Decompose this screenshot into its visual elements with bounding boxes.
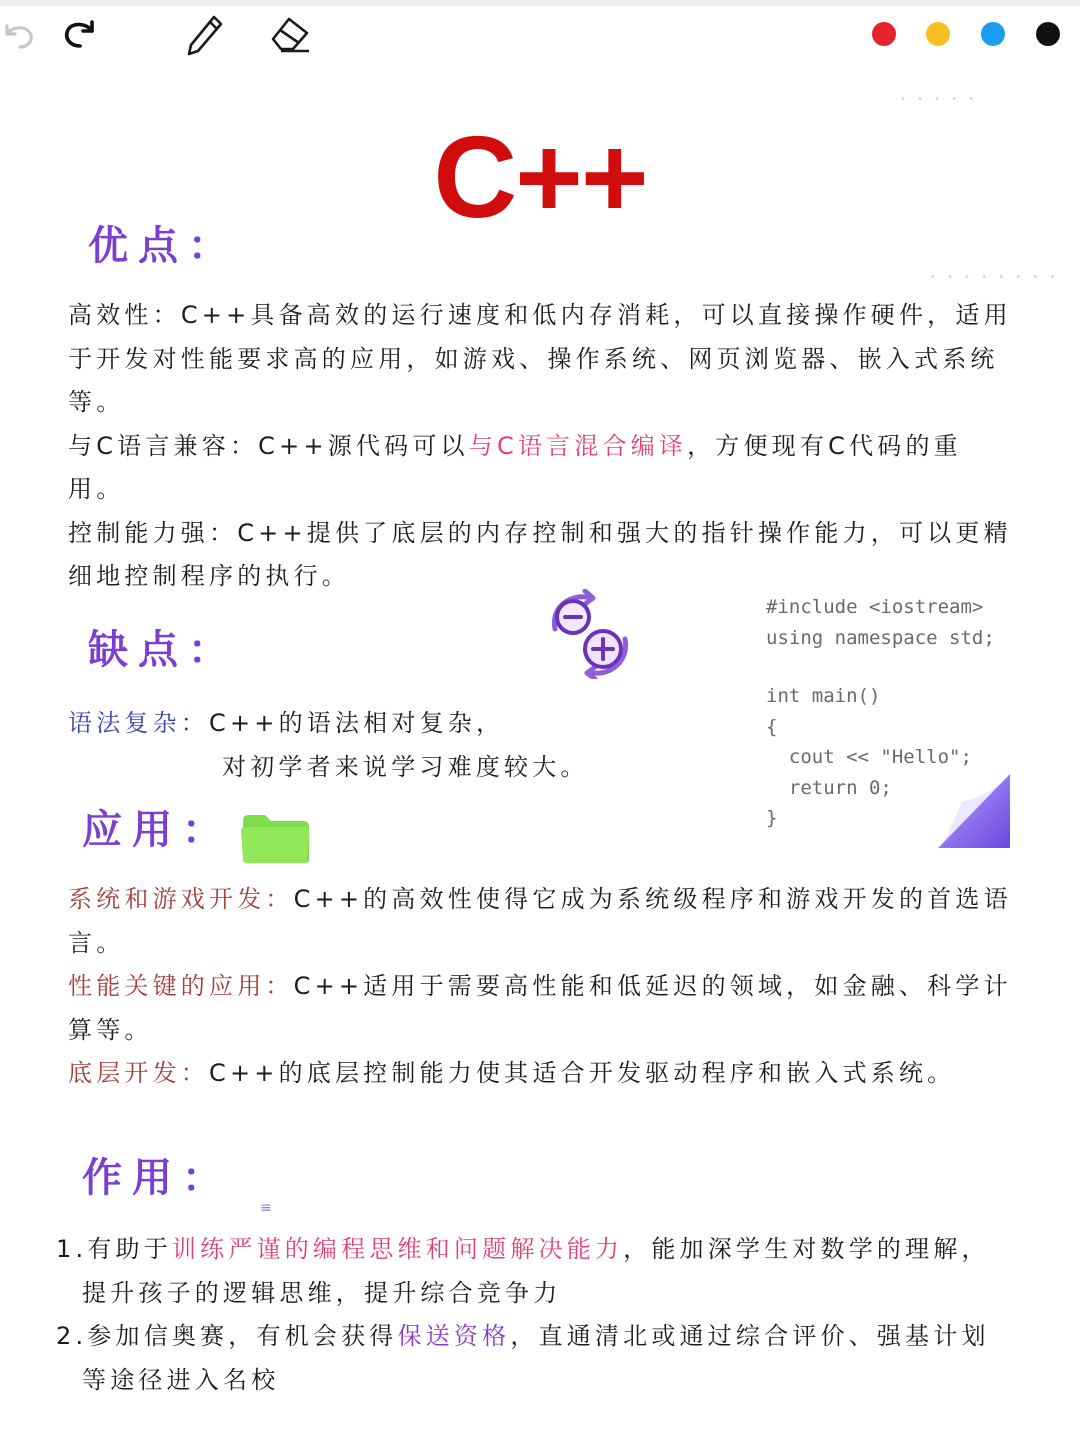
- purpose-text-2-pre: 参加信奥赛，有机会获得: [87, 1322, 398, 1350]
- heading-advantages: 优点：: [88, 223, 238, 269]
- label-c-compat: 与C语言兼容：: [68, 431, 259, 460]
- purpose-item-1: [56, 1228, 1016, 1315]
- label-control: 控制能力强：: [68, 518, 238, 547]
- advantage-efficiency: [68, 294, 1013, 425]
- application-lowlevel: [68, 1052, 1013, 1096]
- code-line: #include <iostream>: [766, 596, 984, 618]
- code-line: return 0;: [766, 776, 892, 799]
- highlight-c-mixed: 与C语言混合编译: [468, 431, 688, 460]
- label-performance: 性能关键的应用：: [68, 972, 294, 1000]
- text-systems: C++的高效性使得它成为系统级程序和游戏开发的首选语言。: [68, 885, 1012, 957]
- pencil-icon[interactable]: [182, 12, 226, 58]
- page-title: C++: [433, 112, 647, 242]
- advantage-control: [68, 512, 1013, 599]
- text-syntax-1: C++的语法相对复杂，: [209, 709, 505, 737]
- text-lowlevel: C++的底层控制能力使其适合开发驱动程序和嵌入式系统。: [209, 1059, 956, 1087]
- label-syntax: 语法复杂：: [68, 709, 209, 737]
- code-line: cout << "Hello";: [766, 746, 972, 768]
- page-curl-icon: [936, 772, 1012, 850]
- heading-applications: 应用：: [82, 807, 232, 853]
- heading-purpose: 作用：: [82, 1155, 232, 1201]
- folder-icon: [238, 808, 312, 866]
- code-line: int main(): [766, 685, 881, 707]
- purpose-text-2-post: ，直通清北或通过综合评价、强基计划等途径进入名校: [82, 1322, 990, 1394]
- undo-icon[interactable]: [0, 18, 38, 52]
- minus-plus-cycle-icon: [544, 588, 634, 680]
- advantages-block: [68, 294, 1013, 599]
- purpose-text-1-post: ，能加深学生对数学的理解，提升孩子的逻辑思维，提升综合竞争力: [82, 1235, 990, 1307]
- text-efficiency: C++具备高效的运行速度和低内存消耗，可以直接操作硬件，适用于开发对性能要求高的应用，如游戏、操作系统、网页浏览器、嵌入式系统等。: [68, 301, 1012, 416]
- eraser-icon[interactable]: [268, 14, 314, 56]
- color-swatch-yellow[interactable]: [926, 22, 950, 46]
- heading-disadvantages: 缺点：: [88, 627, 238, 673]
- top-band: [0, 0, 1080, 6]
- purpose-num-2: 2.: [56, 1322, 88, 1350]
- label-efficiency: 高效性：: [68, 301, 181, 329]
- application-systems: [68, 878, 1013, 965]
- label-systems: 系统和游戏开发：: [68, 885, 294, 913]
- text-c-compat-pre: C++源代码可以: [258, 431, 469, 460]
- purpose-item-2: [56, 1315, 1016, 1402]
- label-lowlevel: 底层开发：: [68, 1059, 209, 1087]
- text-syntax-2: 对初学者来说学习难度较大。: [222, 752, 589, 781]
- code-line: {: [766, 715, 778, 738]
- text-performance: C++适用于需要高性能和低延迟的领域，如金融、科学计算等。: [68, 972, 1012, 1044]
- code-line: using namespace std;: [766, 626, 995, 649]
- highlight-thinking: 训练严谨的编程思维和问题解决能力: [171, 1235, 624, 1263]
- color-swatch-black[interactable]: [1036, 22, 1060, 46]
- text-c-compat-post: ，方便现有C代码的重用。: [68, 431, 962, 503]
- redo-icon[interactable]: [60, 16, 100, 52]
- application-performance: [68, 965, 1013, 1052]
- code-line: }: [766, 807, 778, 829]
- applications-block: [68, 878, 1013, 1096]
- code-line: [766, 653, 1026, 681]
- purpose-block: [56, 1228, 1016, 1402]
- purpose-text-1-pre: 有助于: [87, 1235, 172, 1263]
- purpose-num-1: 1.: [56, 1235, 88, 1263]
- color-swatch-red[interactable]: [872, 22, 896, 46]
- color-swatch-blue[interactable]: [981, 22, 1005, 46]
- advantage-c-compat: [68, 425, 1013, 512]
- text-control: C++提供了底层的内存控制和强大的指针操作能力，可以更精细地控制程序的执行。: [68, 518, 1012, 590]
- disadvantage-syntax: [68, 702, 628, 789]
- highlight-admission: 保送资格: [397, 1322, 511, 1350]
